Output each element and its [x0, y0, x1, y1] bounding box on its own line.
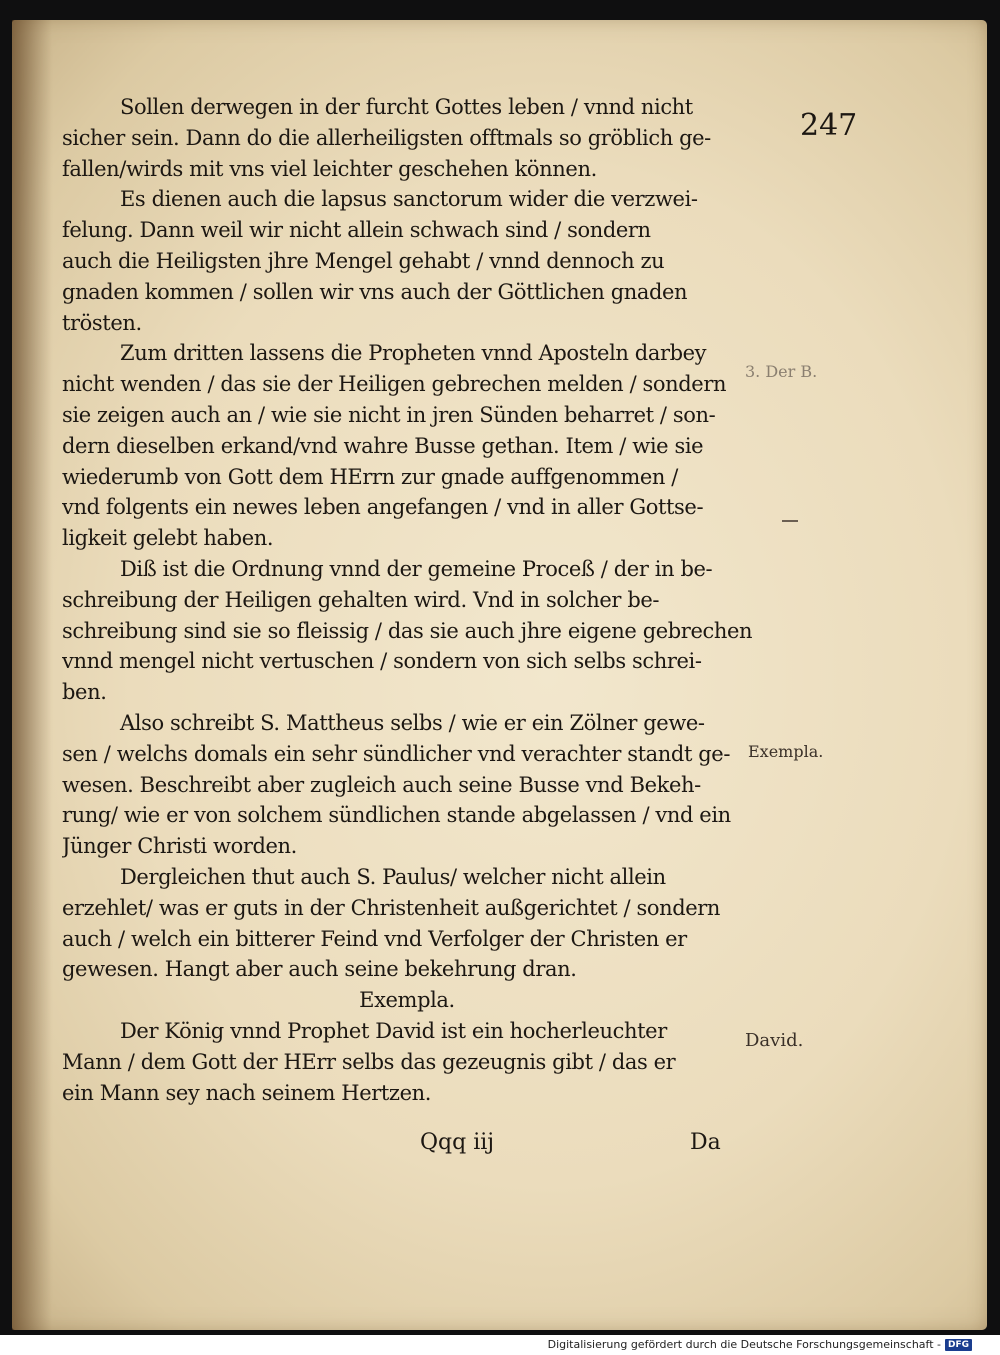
margin-dash — [782, 520, 798, 522]
body-text — [62, 92, 752, 1108]
text-line: Sollen derwegen in der furcht Gottes leben / vnnd nicht — [120, 95, 693, 119]
text-line: auch / welch ein bitterer Feind vnd Verfolger der Christen er — [62, 926, 687, 951]
text-line: Dergleichen thut auch S. Paulus/ welcher nicht allein — [120, 864, 666, 889]
text-line: wiederumb von Gott dem HErrn zur gnade auffgenommen / — [62, 464, 678, 489]
text-line: gewesen. Hangt aber auch seine bekehrung dran. — [62, 957, 577, 982]
page-number: 247 — [800, 108, 858, 143]
text-line: sen / welchs domals ein sehr sündlicher vnd verachter standt ge- — [62, 741, 731, 766]
text-line: gnaden kommen / sollen wir vns auch der Göttlichen gnaden — [62, 279, 688, 304]
text-line: schreibung der Heiligen gehalten wird. Vnd in solcher be- — [62, 587, 660, 612]
catchword: Da — [690, 1130, 721, 1155]
text-line: ein Mann sey nach seinem Hertzen. — [62, 1080, 432, 1105]
page-gutter-shadow — [12, 20, 52, 1330]
text-line: Jünger Christi worden. — [62, 834, 297, 859]
text-line: Also schreibt S. Mattheus selbs / wie er ein Zölner gewe- — [120, 710, 705, 735]
text-line: ligkeit gelebt haben. — [62, 526, 274, 551]
text-line: ben. — [62, 680, 107, 705]
credit-text: Digitalisierung gefördert durch die Deutsche Forschungsgemeinschaft - — [547, 1338, 941, 1351]
margin-note-1: 3. Der B. — [745, 362, 818, 381]
signature-mark: Qqq iij — [420, 1130, 495, 1155]
text-line: nicht wenden / das sie der Heiligen gebrechen melden / sondern — [62, 372, 727, 397]
text-line: Mann / dem Gott der HErr selbs das gezeugnis gibt / das er — [62, 1049, 676, 1074]
digitization-credit — [548, 1338, 972, 1351]
margin-note-david: David. — [745, 1030, 804, 1051]
text-line: vnnd mengel nicht vertuschen / sondern von sich selbs schrei- — [62, 649, 702, 674]
text-line: auch die Heiligsten jhre Mengel gehabt / vnnd dennoch zu — [62, 248, 665, 273]
text-line: vnd folgents ein newes leben angefangen / vnd in aller Gottse- — [62, 495, 704, 520]
text-line: felung. Dann weil wir nicht allein schwach sind / sondern — [62, 218, 651, 243]
text-line: fallen/wirds mit vns viel leichter geschehen können. — [62, 156, 597, 181]
text-line: Diß ist die Ordnung vnnd der gemeine Proceß / der in be- — [120, 556, 713, 581]
text-line: erzehlet/ was er guts in der Christenheit außgerichtet / sondern — [62, 895, 721, 920]
text-line: rung/ wie er von solchem sündlichen stande abgelassen / vnd ein — [62, 803, 731, 828]
text-line: Zum dritten lassens die Propheten vnnd Aposteln darbey — [120, 341, 707, 366]
text-line: trösten. — [62, 310, 142, 335]
margin-note-exempla: Exempla. — [748, 742, 824, 761]
text-line: Es dienen auch die lapsus sanctorum wider die verzwei- — [120, 187, 698, 212]
text-line: Exempla. — [359, 988, 455, 1013]
text-line: Der König vnnd Prophet David ist ein hocherleuchter — [120, 1018, 667, 1043]
text-line: schreibung sind sie so fleissig / das sie auch jhre eigene gebrechen — [62, 618, 752, 643]
text-line: sie zeigen auch an / wie sie nicht in jren Sünden beharret / son- — [62, 402, 716, 427]
dfg-logo[interactable]: DFG — [945, 1339, 972, 1351]
text-line: dern dieselben erkand/vnd wahre Busse gethan. Item / wie sie — [62, 433, 704, 458]
text-line: wesen. Beschreibt aber zugleich auch seine Busse vnd Bekeh- — [62, 772, 701, 797]
text-line: sicher sein. Dann do die allerheiligsten offtmals so gröblich ge- — [62, 125, 711, 150]
